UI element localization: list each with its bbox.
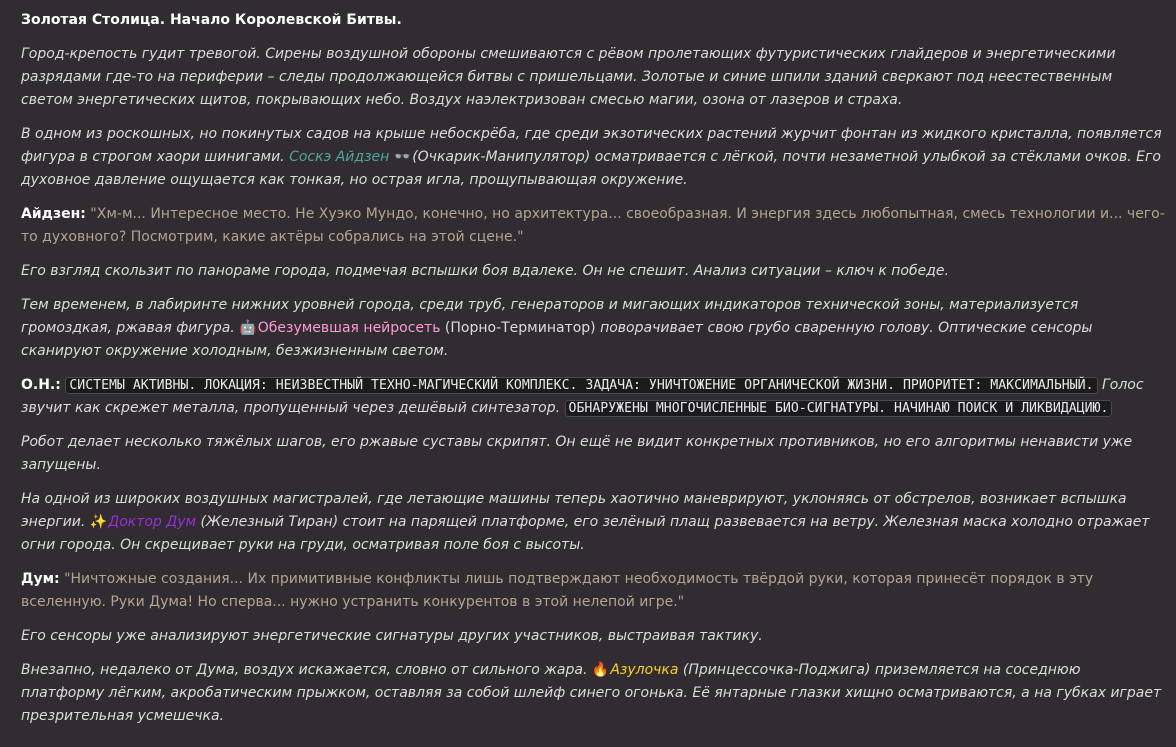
fire-icon: 🔥 <box>591 662 610 678</box>
narration-text: (Принцессочка-Поджига) приземляется на соседнюю платформу лёгким, акробатическим прыжком, оставляя за собой шлейф синего огонька. Её янтарные глазки хищно осматриваются, а на губках играет презрительная усмешечка. <box>21 662 1162 724</box>
dialogue-paragraph-robot <box>21 374 1166 420</box>
robot-code-line: СИСТЕМЫ АКТИВНЫ. ЛОКАЦИЯ: НЕИЗВЕСТНЫЙ ТЕХНО-МАГИЧЕСКИЙ КОМПЛЕКС. ЗАДАЧА: УНИЧТОЖЕНИЕ ОРГАНИЧЕСКОЙ ЖИЗНИ. ПРИОРИТЕТ: МАКСИМАЛЬНЫЙ. <box>65 377 1097 394</box>
robot-icon: 🤖 <box>239 320 257 336</box>
narration-paragraph: Его сенсоры уже анализируют энергетические сигнатуры других участников, выстраивая тактику. <box>21 628 763 644</box>
narration-text: В одном из роскошных, но покинутых садов на крыше небоскрёба, где среди экзотических растений журчит фонтан из жидкого кристалла, появляется фигура в строгом хаори шинигами. <box>21 126 1162 165</box>
character-role: (Порно-Терминатор) <box>440 320 596 336</box>
dialogue-quote: "Хм-м... Интересное место. Не Хуэко Мундо, конечно, но архитектура... своеобразная. И энергия здесь любопытная, смесь технологии и... чего-то духовного? Посмотрим, какие актёры собрались на этой сцене." <box>21 206 1165 245</box>
dialogue-quote: "Ничтожные создания... Их примитивные конфликты лишь подтверждают необходимость твёрдой руки, которая принесёт порядок в эту вселенную. Руки Дума! Но сперва... нужно устранить конкурентов в этой нелепой игре." <box>21 571 1094 610</box>
speaker-label: О.Н.: <box>21 377 61 393</box>
narration-text: На одной из широких воздушных магистралей, где летающие машины теперь хаотично маневрируют, уклоняясь от обстрелов, возникает вспышка энергии. <box>21 491 1127 530</box>
character-name-doom: Доктор Дум <box>108 514 197 530</box>
narration-text: Голос звучит как скрежет металла, пропущенный через дешёвый синтезатор. <box>21 377 1144 416</box>
narration-text: Внезапно, недалеко от Дума, воздух искажается, словно от сильного жара. <box>21 662 592 678</box>
story-title: Золотая Столица. Начало Королевской Битвы. <box>21 12 402 28</box>
narration-paragraph: Город-крепость гудит тревогой. Сирены воздушной обороны смешиваются с рёвом пролетающих футуристических глайдеров и энергетическими разрядами где-то на периферии – следы продолжающейся битвы с пришельцами. Золотые и синие шпили зданий сверкают под неестественным светом энергетических щитов, покрывающих небо. Воздух наэлектризован смесью магии, озона от лазеров и страха. <box>21 46 1116 108</box>
sparkles-icon: ✨ <box>89 514 108 530</box>
narration-paragraph-robot-intro <box>21 294 1166 363</box>
narration-paragraph-doom-intro <box>21 488 1166 557</box>
speaker-label: Айдзен: <box>21 206 86 222</box>
narration-text: поворачивает свою грубо сваренную голову. Оптические сенсоры сканируют окружение холодным, безжизненным светом. <box>21 320 1093 359</box>
dialogue-paragraph-aizen <box>21 203 1166 249</box>
character-name-neural-net: Обезумевшая нейросеть <box>257 320 441 336</box>
narration-paragraph-azula-intro <box>21 659 1166 728</box>
character-name-azula: Азулочка <box>610 662 679 678</box>
robot-code-line: ОБНАРУЖЕНЫ МНОГОЧИСЛЕННЫЕ БИО-СИГНАТУРЫ. НАЧИНАЮ ПОИСК И ЛИКВИДАЦИЮ. <box>565 400 1113 417</box>
speaker-label: Дум: <box>21 571 60 587</box>
narration-paragraph: Его взгляд скользит по панораме города, подмечая вспышки боя вдалеке. Он не спешит. Анализ ситуации – ключ к победе. <box>21 263 949 279</box>
narration-paragraph: Робот делает несколько тяжёлых шагов, его ржавые суставы скрипят. Он ещё не видит конкретных противников, но его алгоритмы ненависти уже запущены. <box>21 434 1133 473</box>
story-message <box>21 9 1166 739</box>
character-name-aizen: Соскэ Айдзен <box>289 149 390 165</box>
narration-text: (Очкарик-Манипулятор) осматривается с лёгкой, почти незаметной улыбкой за стёклами очков. Его духовное давление ощущается как тонкая, но острая игла, прощупывающая окружение. <box>21 149 1161 188</box>
narration-text: (Железный Тиран) стоит на парящей платформе, его зелёный плащ развевается на ветру. Железная маска холодно отражает огни города. Он скрещивает руки на груди, осматривая поле боя с высоты. <box>21 514 1150 553</box>
narration-text: Тем временем, в лабиринте нижних уровней города, среди труб, генераторов и мигающих индикаторов технической зоны, материализуется громоздкая, ржавая фигура. <box>21 297 1079 336</box>
dialogue-paragraph-doom <box>21 568 1166 614</box>
narration-paragraph-aizen-intro <box>21 123 1166 192</box>
glasses-icon: 👓 <box>393 149 412 165</box>
